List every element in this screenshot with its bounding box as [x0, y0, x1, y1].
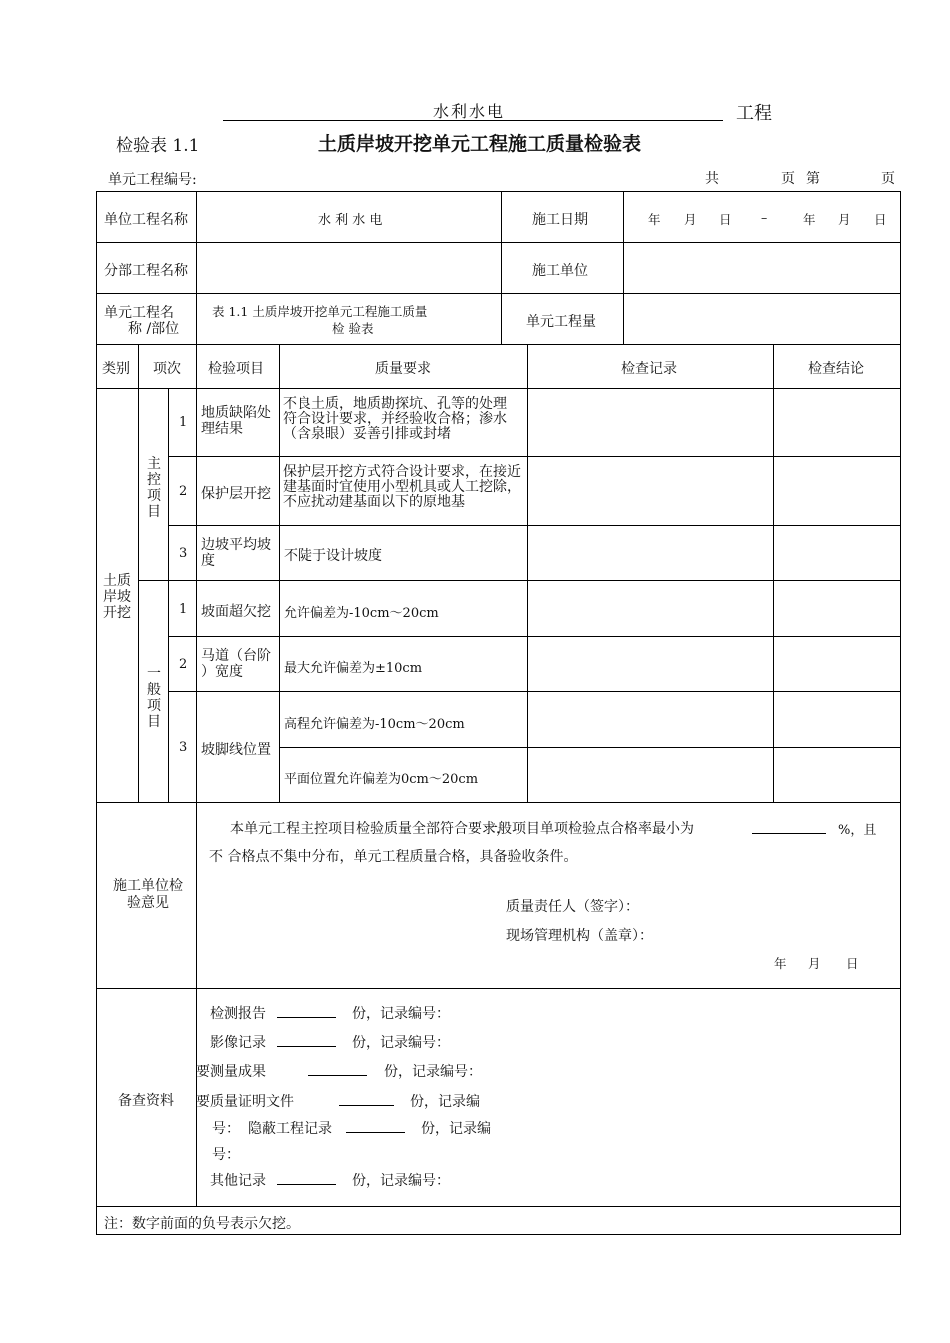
general-group-label: 一般项目: [147, 666, 161, 730]
quality-signer[interactable]: 质量责任人（签字）：: [506, 899, 639, 915]
opinion-line1-a: 本单元工程主控项目检验质量全部符合要求，: [230, 821, 510, 837]
ref-quality-cert: 质量证明文件: [210, 1094, 294, 1110]
ref-hidden-works-tail: 份，记录编: [421, 1121, 491, 1137]
sub-project-label: 分部工程名称: [104, 263, 188, 279]
main-item-1-no: 1: [179, 415, 188, 430]
main-item-3-name: 边坡平均坡 度: [201, 537, 271, 569]
main-item-3-req: 不陡于设计坡度: [284, 548, 382, 564]
contractor-label: 施工单位: [532, 263, 588, 279]
col-conclusion: 检查结论: [808, 361, 864, 377]
unit-element-value-2: 检 验表: [332, 321, 374, 336]
ref-test-report: 检测报告: [210, 1006, 266, 1022]
quantity-label: 单元工程量: [526, 314, 596, 330]
unit-number-label: 单元工程编号:: [108, 172, 197, 188]
ref-quality-prefix: 要: [196, 1094, 210, 1110]
date-day-1: 日: [719, 212, 732, 227]
general-item-3-req-elevation: 高程允许偏差为-10cm～20cm: [284, 717, 465, 732]
unit-element-label-1: 单元工程名: [104, 305, 174, 321]
site-stamp[interactable]: 现场管理机构（盖章）：: [506, 928, 653, 944]
page-unit-1: 页: [781, 171, 795, 187]
ref-other-tail: 份，记录编号：: [352, 1173, 450, 1189]
general-item-3-conclusion-a[interactable]: [774, 692, 900, 747]
opinion-day: 日: [846, 956, 859, 971]
ref-hidden-works: 隐蔽工程记录: [248, 1121, 332, 1137]
general-item-2-conclusion[interactable]: [774, 637, 900, 691]
unit-project-value[interactable]: 水 利 水 电: [318, 213, 383, 228]
opinion-line1-b: 一般项目单项检验点合格率最小为: [484, 821, 694, 837]
date-dash: –: [761, 210, 768, 225]
main-item-3-record[interactable]: [528, 526, 773, 580]
ref-hidden-number: 号：: [212, 1147, 240, 1163]
ref-survey-tail: 份，记录编号：: [384, 1064, 482, 1080]
ref-quality-cert-blank[interactable]: [339, 1105, 394, 1106]
ref-test-report-blank[interactable]: [277, 1017, 336, 1018]
col-check-item: 检验项目: [208, 361, 264, 377]
col-record: 检查记录: [621, 361, 677, 377]
ref-video-blank[interactable]: [277, 1046, 336, 1047]
project-suffix: 工程: [736, 103, 772, 124]
col-category: 类别: [102, 361, 130, 377]
general-item-1-req: 允许偏差为-10cm～20cm: [284, 606, 439, 621]
opinion-label: 施工单位检验意见: [113, 878, 183, 911]
unit-element-value-1[interactable]: 表 1.1 土质岸坡开挖单元工程施工质量: [212, 304, 428, 319]
form-title: 土质岸坡开挖单元工程施工质量检验表: [318, 133, 642, 155]
ref-quality-cert-tail: 份，记录编: [410, 1094, 480, 1110]
category-name: 土质岸坡开挖: [103, 573, 131, 621]
general-item-3-req-position: 平面位置允许偏差为0cm～20cm: [284, 772, 479, 787]
date-month-2: 月: [838, 212, 851, 227]
general-item-3-name: 坡脚线位置: [201, 742, 271, 758]
page-current: 第: [806, 171, 820, 187]
ref-hidden-works-blank[interactable]: [346, 1132, 405, 1133]
main-item-2-conclusion[interactable]: [774, 457, 900, 525]
ref-other-blank[interactable]: [277, 1184, 336, 1185]
opinion-month: 月: [808, 956, 821, 971]
main-item-3-no: 3: [179, 546, 188, 561]
main-item-1-conclusion[interactable]: [774, 389, 900, 456]
main-item-2-req: 保护层开挖方式符合设计要求，在接近建基面时宜使用小型机具或人工挖除，不应扰动建基面以下的原地基: [283, 464, 521, 510]
ref-video: 影像记录: [210, 1035, 266, 1051]
general-item-1-no: 1: [179, 602, 188, 617]
ref-survey-blank[interactable]: [308, 1075, 367, 1076]
general-item-3-record-b[interactable]: [528, 748, 773, 802]
ref-hidden-prefix: 号：: [212, 1121, 240, 1137]
ref-survey: 测量成果: [210, 1064, 266, 1080]
ref-video-tail: 份，记录编号：: [352, 1035, 450, 1051]
general-item-2-req: 最大允许偏差为±10cm: [284, 661, 423, 676]
general-item-2-name: 马道（台阶 ）宽度: [201, 648, 271, 680]
main-item-3-conclusion[interactable]: [774, 526, 900, 580]
main-group-label: 主控项目: [147, 456, 161, 520]
date-day-2: 日: [874, 212, 887, 227]
unit-project-label: 单位工程名称: [104, 212, 188, 228]
general-item-1-record[interactable]: [528, 581, 773, 636]
date-year-2: 年: [803, 212, 816, 227]
general-item-2-no: 2: [179, 657, 188, 672]
main-item-1-req: 不良土质，地质勘探坑、孔等的处理 符合设计要求，并经验收合格；渗水 （含泉眼）妥善引排或封堵: [283, 396, 507, 442]
main-item-2-name: 保护层开挖: [201, 486, 271, 502]
opinion-line1-c: %，且: [838, 823, 877, 838]
reference-label: 备查资料: [118, 1093, 174, 1109]
form-number: 检验表 1.1: [116, 136, 200, 156]
page-total: 共: [705, 171, 719, 187]
footnote: 注：数字前面的负号表示欠挖。: [104, 1216, 300, 1232]
general-item-3-record-a[interactable]: [528, 692, 773, 747]
main-item-1-name: 地质缺陷处 理结果: [201, 405, 271, 437]
ref-other: 其他记录: [210, 1173, 266, 1189]
date-year-1: 年: [648, 212, 661, 227]
general-item-3-conclusion-b[interactable]: [774, 748, 900, 802]
main-item-2-no: 2: [179, 484, 188, 499]
unit-element-label-2: 称 /部位: [128, 321, 180, 337]
main-item-2-record[interactable]: [528, 457, 773, 525]
pass-rate-blank[interactable]: [752, 833, 826, 834]
construction-date-label: 施工日期: [532, 212, 588, 228]
general-item-1-conclusion[interactable]: [774, 581, 900, 636]
general-item-1-name: 坡面超欠挖: [201, 604, 271, 620]
general-item-2-record[interactable]: [528, 637, 773, 691]
ref-survey-prefix: 要: [196, 1064, 210, 1080]
ref-test-report-tail: 份，记录编号：: [352, 1006, 450, 1022]
col-item-no: 项次: [153, 361, 181, 377]
opinion-year: 年: [774, 956, 787, 971]
project-name: 水利水电: [433, 102, 506, 121]
page-unit-2: 页: [881, 171, 895, 187]
general-item-3-no: 3: [179, 740, 188, 755]
main-item-1-record[interactable]: [528, 389, 773, 456]
date-month-1: 月: [684, 212, 697, 227]
opinion-line2: 不 合格点不集中分布，单元工程质量合格，具备验收条件。: [209, 849, 578, 865]
col-requirement: 质量要求: [375, 361, 431, 377]
